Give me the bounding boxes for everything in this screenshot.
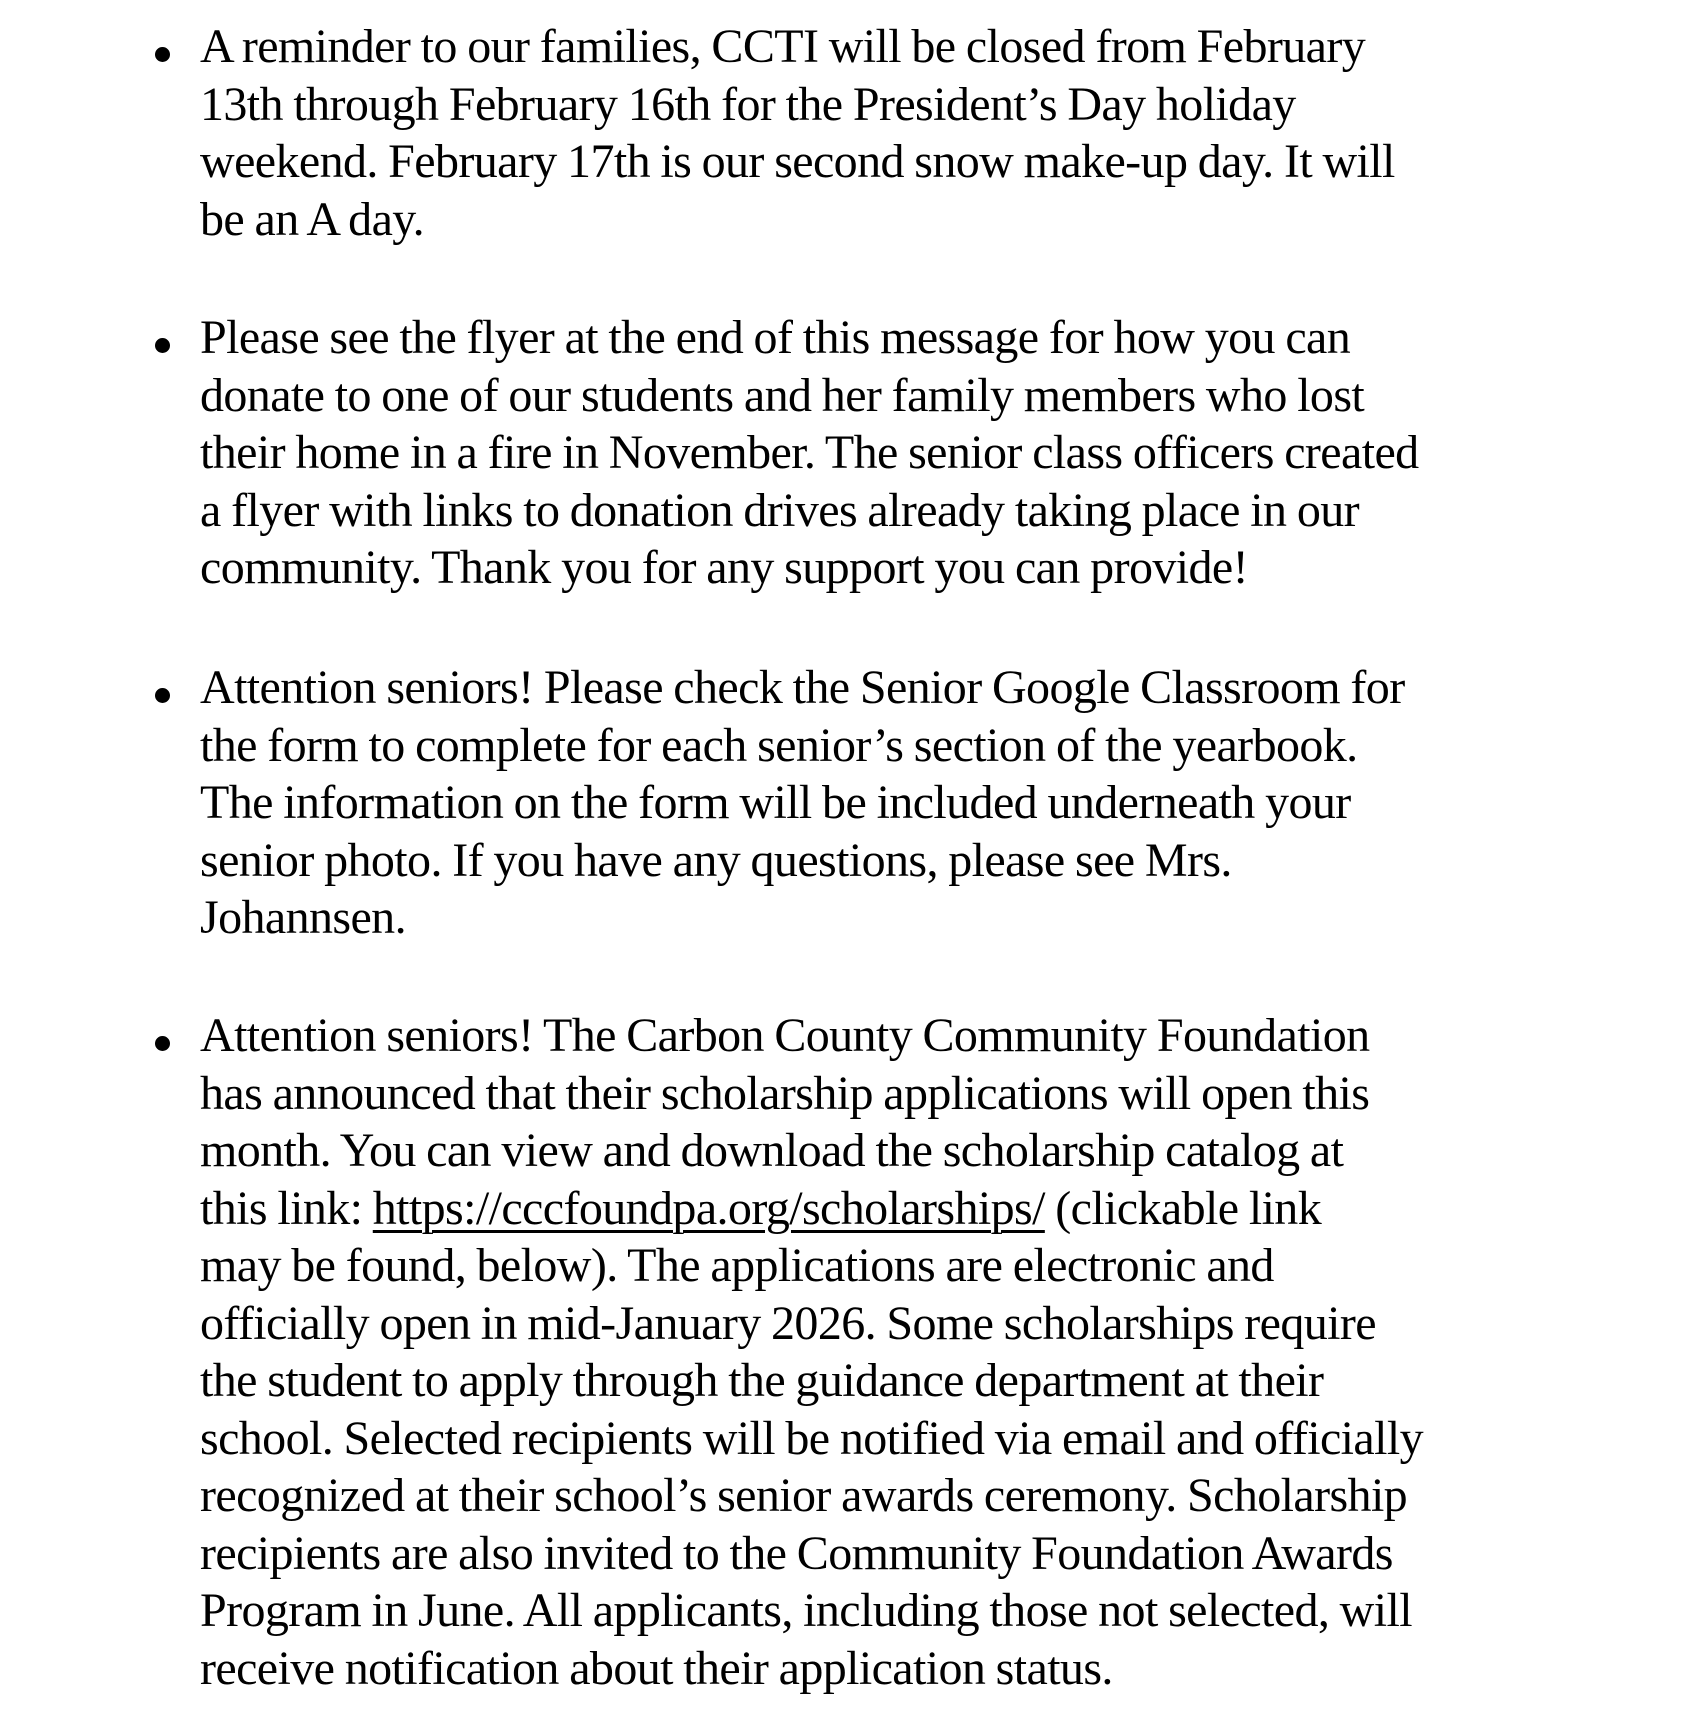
text-line: the form to complete for each senior’s section of the yearbook. <box>200 718 1358 772</box>
text-line: month. You can view and download the scholarship catalog at <box>200 1124 1344 1177</box>
announcement-text <box>200 18 1395 248</box>
text-line: be an A day. <box>200 192 424 246</box>
text-line: recipients are also invited to the Community Foundation Awards <box>200 1526 1393 1580</box>
text-line: a flyer with links to donation drives already taking place in our <box>200 483 1360 537</box>
text-line: recognized at their school’s senior awards ceremony. Scholarship <box>200 1469 1408 1522</box>
text-line: senior photo. If you have any questions, please see Mrs. <box>200 833 1232 887</box>
text-line: Attention seniors! Please check the Senior Google Classroom for <box>200 661 1405 714</box>
text-line: community. Thank you for any support you can provide! <box>200 541 1248 594</box>
text-line: A reminder to our families, CCTI will be closed from February <box>200 20 1366 73</box>
link-suffix-text: (clickable link <box>1044 1181 1322 1235</box>
text-line: 13th through February 16th for the President’s Day holiday <box>200 77 1296 131</box>
text-line: may be found, below). The applications are electronic and <box>200 1239 1274 1292</box>
text-line: weekend. February 17th is our second snow make-up day. It will <box>200 135 1395 188</box>
text-line: receive notification about their application status. <box>200 1641 1113 1695</box>
announcement-text <box>200 309 1419 597</box>
announcement-text <box>200 659 1405 947</box>
link-prefix-text: this link: <box>200 1181 373 1235</box>
text-line-with-link <box>200 1180 1423 1238</box>
text-line: has announced that their scholarship applications will open this <box>200 1066 1370 1120</box>
text-line: officially open in mid-January 2026. Some scholarships require <box>200 1296 1376 1350</box>
text-line: donate to one of our students and her family members who lost <box>200 368 1365 422</box>
text-line: the student to apply through the guidance department at their <box>200 1354 1324 1407</box>
text-line: school. Selected recipients will be notified via email and officially <box>200 1411 1423 1465</box>
text-line: The information on the form will be included underneath your <box>200 776 1351 829</box>
text-line: Johannsen. <box>200 891 406 944</box>
text-line: Please see the flyer at the end of this message for how you can <box>200 311 1351 364</box>
bullet-icon <box>155 688 170 703</box>
text-line: Program in June. All applicants, including those not selected, will <box>200 1584 1412 1637</box>
announcement-text <box>200 1007 1423 1697</box>
bullet-icon <box>155 338 170 353</box>
text-line: their home in a fire in November. The senior class officers created <box>200 426 1419 479</box>
bullet-icon <box>155 1036 170 1051</box>
text-line: Attention seniors! The Carbon County Community Foundation <box>200 1009 1370 1062</box>
scholarship-link[interactable]: https://cccfoundpa.org/scholarships/ <box>372 1181 1045 1235</box>
bullet-icon <box>155 47 170 62</box>
